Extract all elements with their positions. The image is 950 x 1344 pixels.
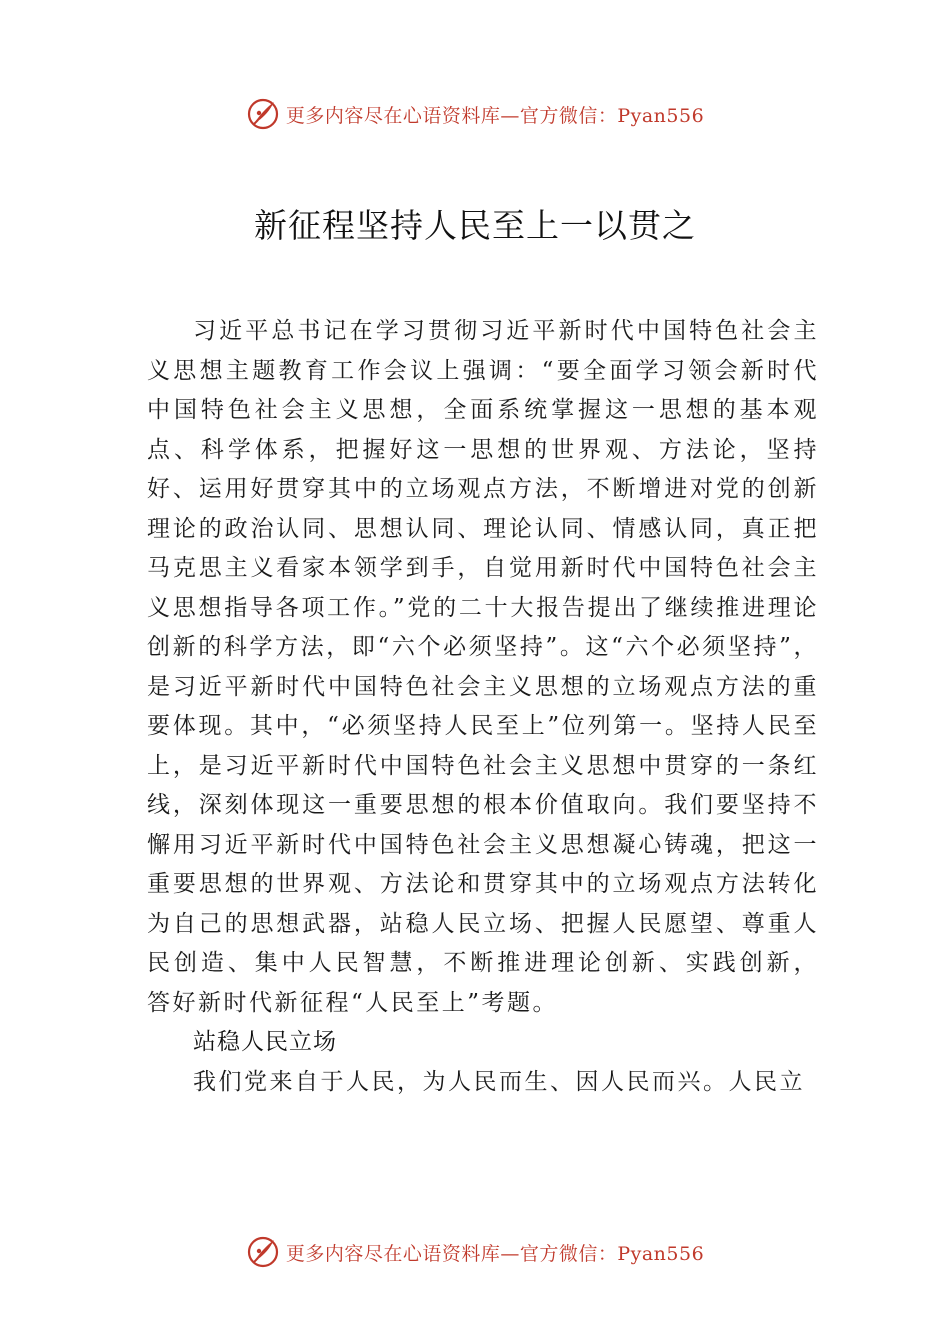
section-heading: 站稳人民立场 [193, 1029, 337, 1055]
document-body [147, 312, 819, 1102]
footer-watermark [0, 1232, 950, 1272]
section-paragraph: 我们党来自于人民，为人民而生、因人民而兴。人民立 [193, 1068, 805, 1095]
quill-pen-icon [246, 97, 280, 131]
header-watermark [0, 94, 950, 134]
intro-paragraph: 习近平总书记在学习贯彻习近平新时代中国特色社会主义思想主题教育工作会议上强调：“要全面学习领会新时代中国特色社会主义思想，全面系统掌握这一思想的基本观点、科学体系，把握好这一思想的世界观、方法论，坚持好、运用好贯穿其中的立场观点方法，不断增进对党的创新理论的政治认同、思想认同、理论认同、情感认同，真正把马克思主义看家本领学到手，自觉用新时代中国特色社会主义思想指导各项工作。”党的二十大报告提出了继续推进理论创新的科学方法，即“六个必须坚持”。这“六个必须坚持”，是习近平新时代中国特色社会主义思想的立场观点方法的重要体现。其中，“必须坚持人民至上”位列第一。坚持人民至上，是习近平新时代中国特色社会主义思想中贯穿的一条红线，深刻体现这一重要思想的根本价值取向。我们要坚持不懈用习近平新时代中国特色社会主义思想凝心铸魂，把这一重要思想的世界观、方法论和贯穿其中的立场观点方法转化为自己的思想武器，站稳人民立场、把握人民愿望、尊重人民创造、集中人民智慧，不断推进理论创新、实践创新， 答好新时代新征程“人民至上”考题。 [147, 318, 819, 1016]
document-title: 新征程坚持人民至上一以贯之 [254, 206, 696, 245]
watermark-text: 更多内容尽在心语资料库—官方微信：Pyan556 [285, 104, 705, 127]
watermark-text: 更多内容尽在心语资料库—官方微信：Pyan556 [285, 1242, 705, 1265]
quill-pen-icon [246, 1235, 280, 1269]
